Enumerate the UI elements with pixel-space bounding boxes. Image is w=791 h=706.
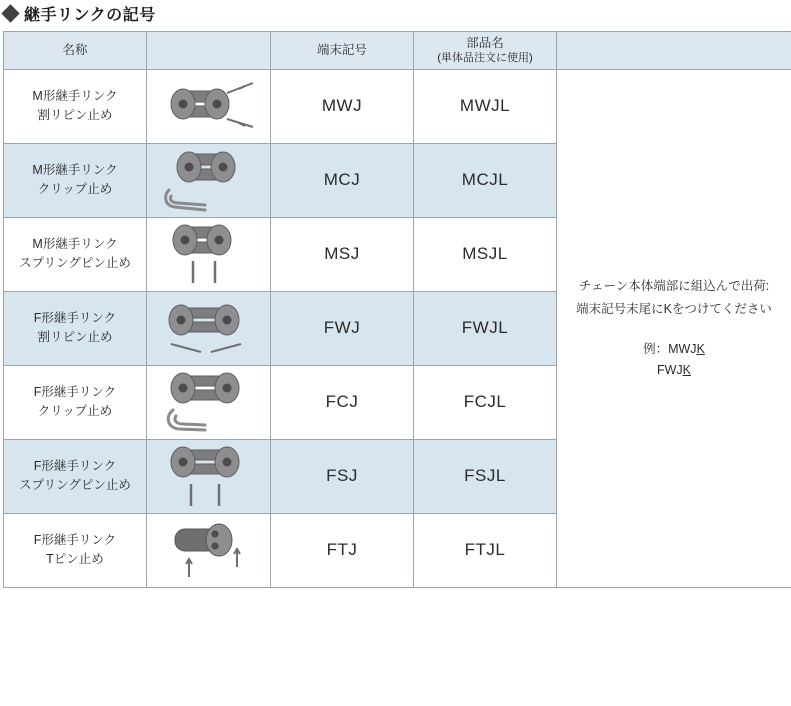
row-name-line2: 割リピン止め <box>37 108 113 123</box>
row-name-cell <box>4 439 147 513</box>
f-type-joint-link-spring-pin-illustration <box>153 440 265 512</box>
f-type-joint-link-t-pin-illustration <box>153 515 265 585</box>
row-image-cell <box>147 365 271 439</box>
row-name-line1: F形継手リンク <box>33 532 117 547</box>
row-image-cell <box>147 143 271 217</box>
row-end-symbol: MSJ <box>271 217 414 291</box>
column-header-part-name <box>414 32 557 70</box>
row-part-name: FCJL <box>414 365 557 439</box>
column-header-end-symbol: 端末記号 <box>271 32 414 70</box>
row-part-name: FSJL <box>414 439 557 513</box>
row-name-cell <box>4 69 147 143</box>
row-name-cell <box>4 217 147 291</box>
m-type-joint-link-spring-pin-illustration <box>153 219 265 289</box>
row-part-name: FWJL <box>414 291 557 365</box>
row-name-line1: F形継手リンク <box>33 310 117 325</box>
column-header-part-name-main: 部品名 <box>466 36 504 50</box>
diamond-bullet-icon <box>1 4 19 22</box>
joint-link-symbol-table <box>3 31 791 588</box>
f-type-joint-link-split-pin-illustration <box>153 294 265 362</box>
table-row <box>4 69 791 143</box>
row-name-line2: クリップ止め <box>37 404 113 419</box>
row-end-symbol: FCJ <box>271 365 414 439</box>
row-name-line1: F形継手リンク <box>33 458 117 473</box>
row-image-cell <box>147 69 271 143</box>
column-header-note <box>557 32 791 70</box>
row-image-cell <box>147 513 271 587</box>
row-end-symbol: MWJ <box>271 69 414 143</box>
note-cell <box>557 69 791 587</box>
note-line2: 端末記号末尾にKをつけてください <box>576 301 772 316</box>
row-name-cell <box>4 291 147 365</box>
row-end-symbol: FWJ <box>271 291 414 365</box>
section-heading <box>0 0 791 28</box>
row-name-cell <box>4 513 147 587</box>
row-part-name: MCJL <box>414 143 557 217</box>
row-end-symbol: FTJ <box>271 513 414 587</box>
note-example-first: 例：MWJK <box>643 341 705 356</box>
row-end-symbol: MCJ <box>271 143 414 217</box>
m-type-joint-link-clip-illustration <box>153 144 265 216</box>
table-header-row <box>4 32 791 70</box>
f-type-joint-link-clip-illustration <box>153 366 265 438</box>
page-title: 継手リンクの記号 <box>24 7 156 24</box>
row-part-name: MSJL <box>414 217 557 291</box>
row-part-name: FTJL <box>414 513 557 587</box>
row-name-line2: スプリングピン止め <box>19 478 131 493</box>
row-image-cell <box>147 291 271 365</box>
row-name-line2: 割リピン止め <box>37 330 113 345</box>
row-name-cell <box>4 365 147 439</box>
row-name-line1: F形継手リンク <box>33 384 117 399</box>
row-name-line2: Tピン止め <box>46 552 104 567</box>
row-name-line2: クリップ止め <box>37 182 113 197</box>
note-example-second: FWJK <box>656 363 692 378</box>
column-header-name: 名称 <box>4 32 147 70</box>
note-line1: チェーン本体端部に組込んで出荷: <box>578 278 770 293</box>
row-name-line1: M形継手リンク <box>32 162 118 177</box>
row-name-line1: M形継手リンク <box>32 236 118 251</box>
row-image-cell <box>147 439 271 513</box>
note-example-block <box>567 339 781 382</box>
row-name-cell <box>4 143 147 217</box>
table-header <box>4 32 791 70</box>
row-name-line1: M形継手リンク <box>32 88 118 103</box>
row-image-cell <box>147 217 271 291</box>
row-end-symbol: FSJ <box>271 439 414 513</box>
row-part-name: MWJL <box>414 69 557 143</box>
column-header-image <box>147 32 271 70</box>
column-header-part-name-sub: (単体品注文に使用) <box>437 52 533 65</box>
row-name-line2: スプリングピン止め <box>19 256 131 271</box>
m-type-joint-link-split-pin-illustration <box>153 75 265 137</box>
table-body <box>4 69 791 587</box>
